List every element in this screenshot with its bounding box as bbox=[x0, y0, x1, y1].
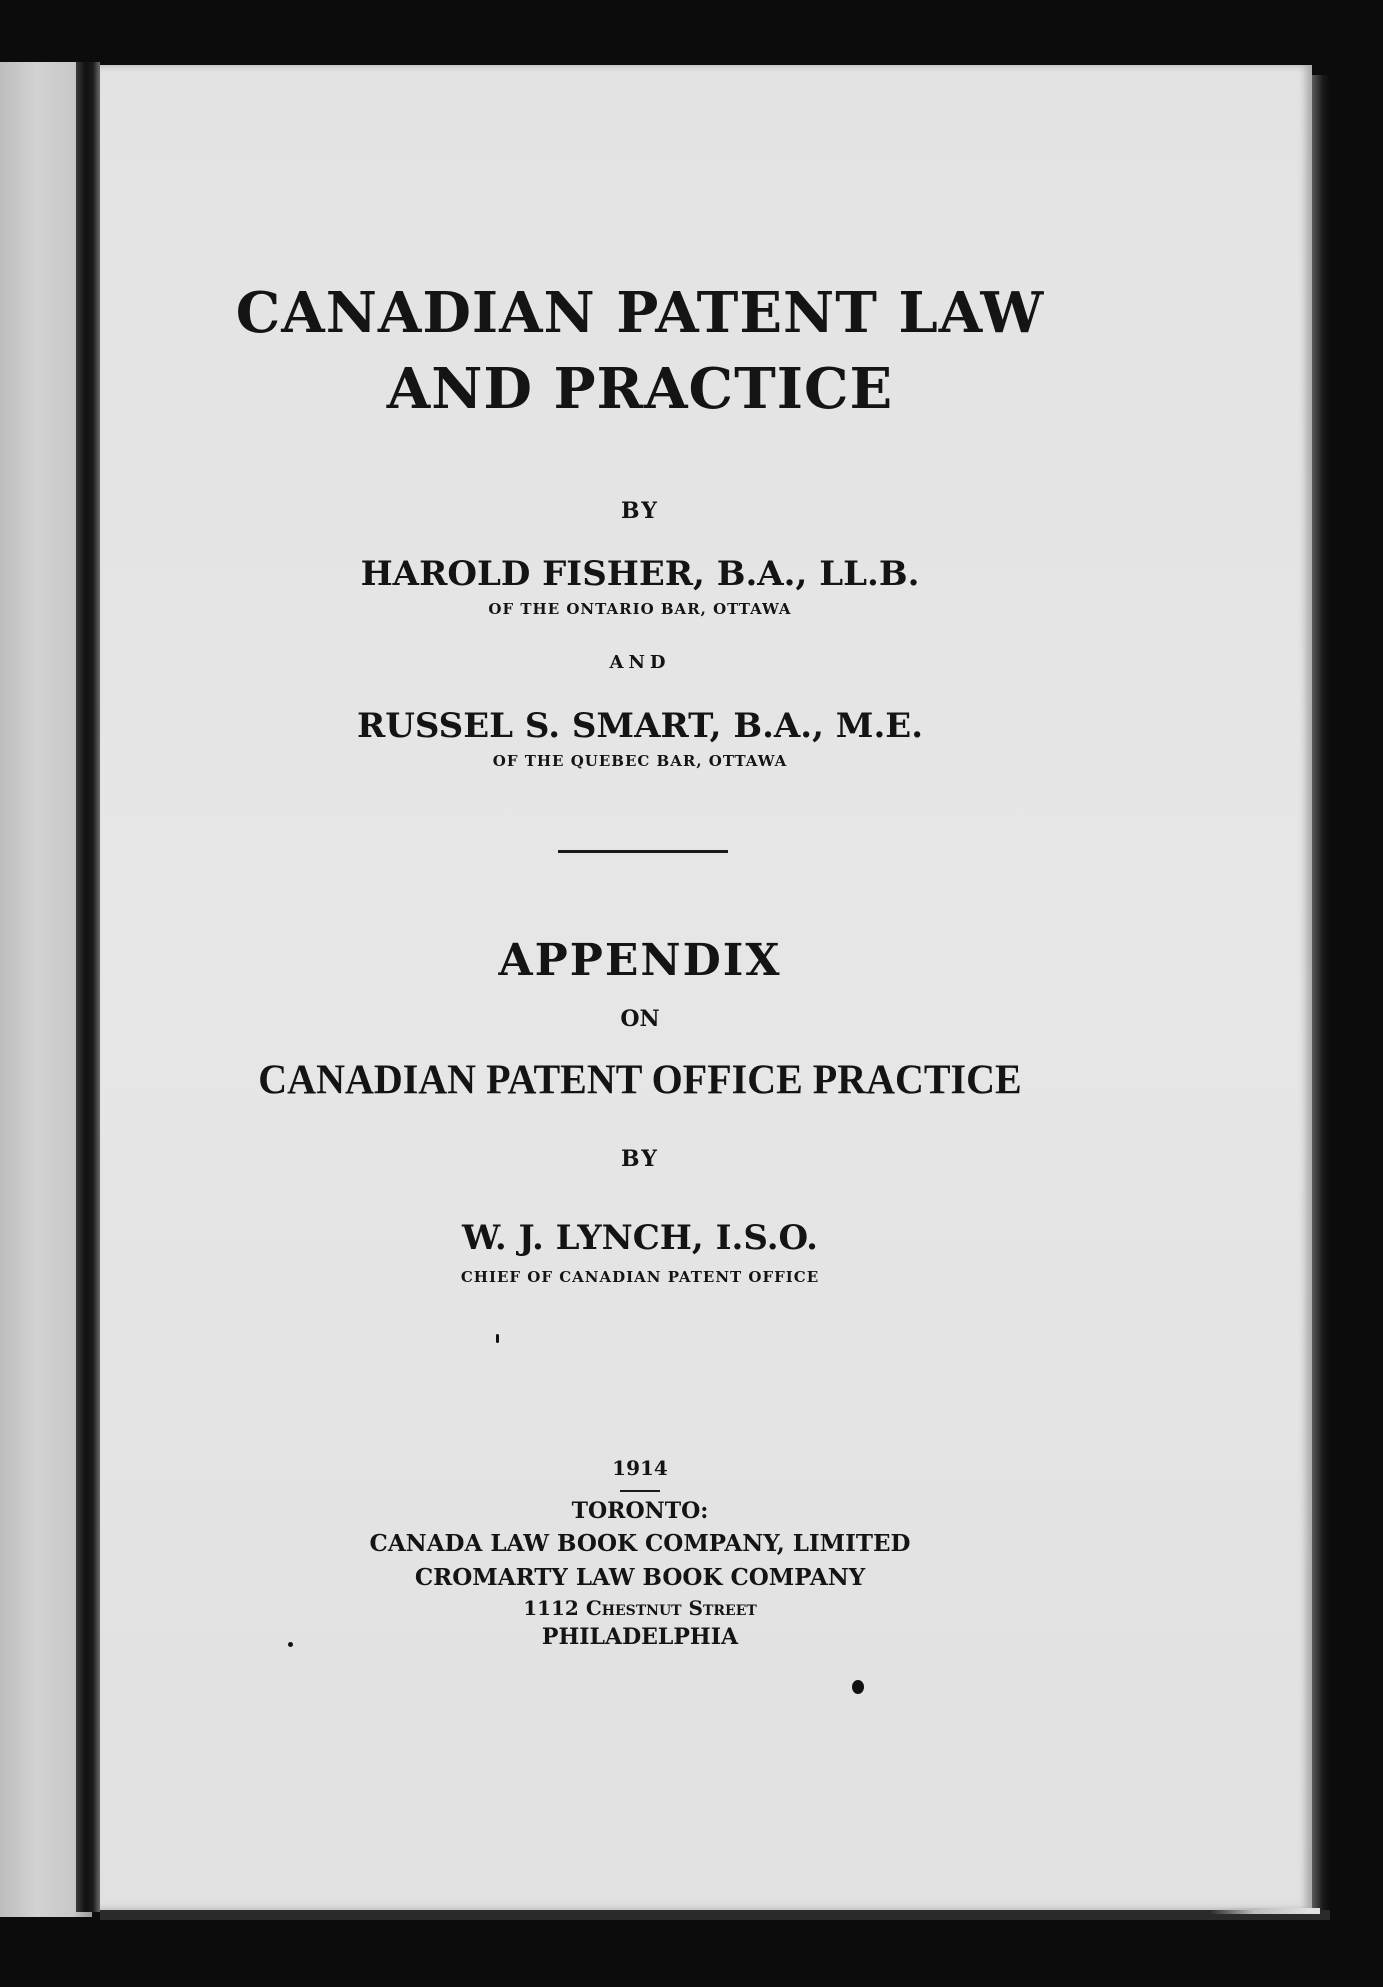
imprint-city-2: PHILADELPHIA bbox=[541, 1624, 739, 1650]
page-bottom-highlight bbox=[1210, 1908, 1320, 1914]
author-3-title: CHIEF OF CANADIAN PATENT OFFICE bbox=[460, 1268, 820, 1286]
book-spine bbox=[76, 62, 100, 1912]
ink-speck bbox=[496, 1334, 499, 1343]
author-2-affiliation: OF THE QUEBEC BAR, OTTAWA bbox=[492, 752, 788, 770]
ink-speck bbox=[288, 1642, 293, 1647]
publication-year: 1914 bbox=[612, 1456, 668, 1480]
imprint-publisher-2: CROMARTY LAW BOOK COMPANY bbox=[414, 1564, 866, 1591]
page-right-edge bbox=[1312, 75, 1330, 1915]
by-label-2: BY bbox=[621, 1146, 659, 1172]
author-1-name: HAROLD FISHER, B.A., LL.B. bbox=[360, 554, 920, 594]
appendix-heading: APPENDIX bbox=[498, 935, 782, 986]
title-page-content bbox=[100, 0, 1180, 1987]
ink-speck bbox=[852, 1680, 864, 1694]
author-3-name: W. J. LYNCH, I.S.O. bbox=[461, 1218, 818, 1258]
appendix-subject: CANADIAN PATENT OFFICE PRACTICE bbox=[258, 1055, 1022, 1104]
by-label-1: BY bbox=[621, 498, 659, 524]
author-1-affiliation: OF THE ONTARIO BAR, OTTAWA bbox=[488, 600, 792, 618]
year-underline bbox=[620, 1490, 660, 1492]
author-2-name: RUSSEL S. SMART, B.A., M.E. bbox=[356, 706, 924, 746]
book-title-line-2: AND PRACTICE bbox=[386, 356, 894, 422]
section-divider bbox=[558, 850, 728, 853]
and-label: AND bbox=[609, 652, 671, 673]
imprint-publisher-1: CANADA LAW BOOK COMPANY, LIMITED bbox=[369, 1530, 911, 1557]
imprint-city: TORONTO: bbox=[571, 1498, 709, 1524]
book-title-line-1: CANADIAN PATENT LAW bbox=[235, 280, 1045, 346]
imprint-street: 1112 Chestnut Street bbox=[523, 1596, 757, 1620]
on-label: ON bbox=[620, 1006, 660, 1032]
